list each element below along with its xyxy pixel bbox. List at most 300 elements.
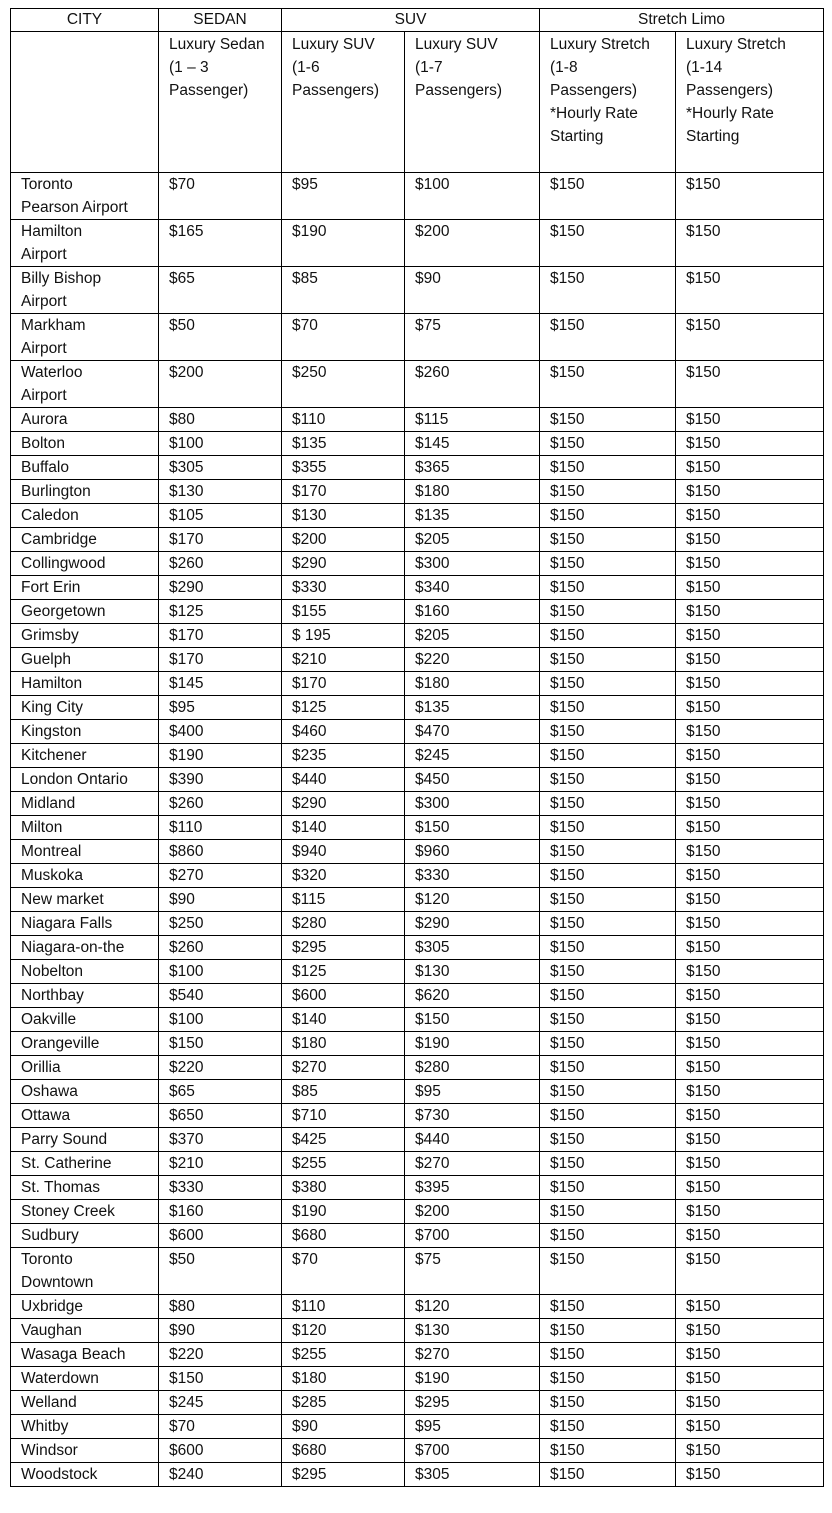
price-sedan: $220	[159, 1343, 282, 1367]
table-row	[11, 504, 824, 528]
price-suv-7: $280	[405, 1056, 540, 1080]
price-stretch-8: $150	[540, 936, 676, 960]
price-suv-6: $330	[282, 576, 405, 600]
city-cell	[11, 840, 159, 864]
table-row	[11, 1463, 824, 1487]
price-suv-7: $300	[405, 552, 540, 576]
price-stretch-8: $150	[540, 480, 676, 504]
table-row	[11, 1391, 824, 1415]
price-stretch-14: $150	[676, 1248, 824, 1295]
city-name: Parry Sound	[21, 1131, 108, 1148]
city-name: Milton	[21, 819, 63, 836]
price-sedan: $290	[159, 576, 282, 600]
price-suv-6: $235	[282, 744, 405, 768]
price-sedan: $130	[159, 480, 282, 504]
city-cell	[11, 1295, 159, 1319]
city-name: Airport	[21, 293, 67, 310]
city-cell	[11, 1415, 159, 1439]
price-suv-7: $75	[405, 314, 540, 361]
price-stretch-14: $150	[676, 744, 824, 768]
table-row	[11, 267, 824, 314]
table-row	[11, 792, 824, 816]
city-cell	[11, 504, 159, 528]
city-cell	[11, 314, 159, 361]
price-suv-6: $125	[282, 960, 405, 984]
price-stretch-14: $150	[676, 1415, 824, 1439]
city-name: Montreal	[21, 843, 82, 860]
price-suv-6: $125	[282, 696, 405, 720]
price-suv-6: $190	[282, 220, 405, 267]
city-cell	[11, 696, 159, 720]
rate-table	[10, 8, 824, 1487]
subheader-line: Luxury Stretch	[686, 36, 786, 53]
table-row	[11, 1128, 824, 1152]
price-suv-6: $95	[282, 173, 405, 220]
table-row	[11, 1008, 824, 1032]
city-cell	[11, 768, 159, 792]
price-sedan: $170	[159, 624, 282, 648]
price-suv-6: $940	[282, 840, 405, 864]
price-stretch-14: $150	[676, 600, 824, 624]
price-stretch-14: $150	[676, 504, 824, 528]
price-suv-7: $150	[405, 816, 540, 840]
table-row	[11, 1152, 824, 1176]
city-cell	[11, 1319, 159, 1343]
city-name: Waterloo	[21, 364, 83, 381]
price-suv-6: $320	[282, 864, 405, 888]
price-suv-7: $95	[405, 1415, 540, 1439]
price-sedan: $600	[159, 1224, 282, 1248]
city-cell	[11, 361, 159, 408]
price-sedan: $150	[159, 1032, 282, 1056]
price-sedan: $240	[159, 1463, 282, 1487]
price-stretch-14: $150	[676, 173, 824, 220]
price-suv-7: $130	[405, 960, 540, 984]
table-row	[11, 1032, 824, 1056]
price-suv-6: $190	[282, 1200, 405, 1224]
price-suv-7: $190	[405, 1367, 540, 1391]
city-name: Airport	[21, 340, 67, 357]
price-suv-7: $295	[405, 1391, 540, 1415]
table-row	[11, 1200, 824, 1224]
price-sedan: $70	[159, 1415, 282, 1439]
price-sedan: $90	[159, 888, 282, 912]
price-suv-7: $205	[405, 624, 540, 648]
price-sedan: $65	[159, 1080, 282, 1104]
price-stretch-14: $150	[676, 1032, 824, 1056]
city-cell	[11, 1343, 159, 1367]
price-stretch-8: $150	[540, 1080, 676, 1104]
price-sedan: $330	[159, 1176, 282, 1200]
subheader-stretch-8	[540, 32, 676, 173]
subheader-line: Passengers)	[550, 82, 638, 99]
price-sedan: $100	[159, 432, 282, 456]
price-suv-7: $180	[405, 480, 540, 504]
table-row	[11, 432, 824, 456]
price-stretch-14: $150	[676, 816, 824, 840]
price-suv-7: $270	[405, 1343, 540, 1367]
table-row	[11, 696, 824, 720]
city-cell	[11, 792, 159, 816]
city-name: Toronto	[21, 176, 73, 193]
city-cell	[11, 267, 159, 314]
city-cell	[11, 1104, 159, 1128]
price-suv-6: $180	[282, 1032, 405, 1056]
price-suv-6: $290	[282, 792, 405, 816]
price-suv-7: $395	[405, 1176, 540, 1200]
price-stretch-8: $150	[540, 696, 676, 720]
price-stretch-14: $150	[676, 1391, 824, 1415]
price-sedan: $50	[159, 1248, 282, 1295]
city-name: Oshawa	[21, 1083, 78, 1100]
price-sedan: $650	[159, 1104, 282, 1128]
price-stretch-14: $150	[676, 1319, 824, 1343]
price-stretch-8: $150	[540, 1248, 676, 1295]
price-sedan: $105	[159, 504, 282, 528]
table-row	[11, 1439, 824, 1463]
city-name: Toronto	[21, 1251, 73, 1268]
table-row	[11, 912, 824, 936]
city-name: Caledon	[21, 507, 79, 524]
table-row	[11, 314, 824, 361]
price-sedan: $540	[159, 984, 282, 1008]
price-stretch-14: $150	[676, 1080, 824, 1104]
city-name: Stoney Creek	[21, 1203, 115, 1220]
city-name: Midland	[21, 795, 76, 812]
city-name: Burlington	[21, 483, 91, 500]
price-stretch-8: $150	[540, 1056, 676, 1080]
price-suv-7: $205	[405, 528, 540, 552]
city-name: Grimsby	[21, 627, 79, 644]
price-sedan: $860	[159, 840, 282, 864]
price-suv-6: $70	[282, 314, 405, 361]
price-suv-7: $365	[405, 456, 540, 480]
price-stretch-8: $150	[540, 1032, 676, 1056]
city-cell	[11, 1128, 159, 1152]
table-row	[11, 408, 824, 432]
table-row	[11, 1080, 824, 1104]
price-stretch-8: $150	[540, 1463, 676, 1487]
table-row	[11, 720, 824, 744]
price-stretch-8: $150	[540, 1415, 676, 1439]
city-cell	[11, 912, 159, 936]
price-stretch-8: $150	[540, 1391, 676, 1415]
table-row	[11, 456, 824, 480]
price-suv-7: $95	[405, 1080, 540, 1104]
city-cell	[11, 432, 159, 456]
price-suv-6: $180	[282, 1367, 405, 1391]
subheader-luxury-sedan	[159, 32, 282, 173]
city-name: Billy Bishop	[21, 270, 102, 287]
price-stretch-8: $150	[540, 1295, 676, 1319]
table-row	[11, 840, 824, 864]
price-stretch-14: $150	[676, 576, 824, 600]
city-cell	[11, 600, 159, 624]
city-name: Vaughan	[21, 1322, 82, 1339]
price-stretch-8: $150	[540, 173, 676, 220]
header-sedan: SEDAN	[159, 9, 282, 32]
table-row	[11, 361, 824, 408]
price-suv-6: $200	[282, 528, 405, 552]
price-stretch-8: $150	[540, 792, 676, 816]
city-cell	[11, 1152, 159, 1176]
table-row	[11, 816, 824, 840]
city-name: Niagara Falls	[21, 915, 113, 932]
price-stretch-14: $150	[676, 1224, 824, 1248]
price-sedan: $200	[159, 361, 282, 408]
price-stretch-14: $150	[676, 960, 824, 984]
table-row	[11, 552, 824, 576]
price-stretch-14: $150	[676, 864, 824, 888]
price-sedan: $95	[159, 696, 282, 720]
price-suv-6: $710	[282, 1104, 405, 1128]
table-row	[11, 648, 824, 672]
price-suv-7: $450	[405, 768, 540, 792]
city-name: St. Catherine	[21, 1155, 112, 1172]
table-row	[11, 1343, 824, 1367]
price-stretch-14: $150	[676, 1152, 824, 1176]
price-suv-7: $120	[405, 888, 540, 912]
price-sedan: $600	[159, 1439, 282, 1463]
table-row	[11, 984, 824, 1008]
city-name: Kingston	[21, 723, 82, 740]
city-cell	[11, 648, 159, 672]
price-stretch-8: $150	[540, 600, 676, 624]
price-suv-7: $340	[405, 576, 540, 600]
price-stretch-8: $150	[540, 1343, 676, 1367]
city-name: Wasaga Beach	[21, 1346, 126, 1363]
price-stretch-8: $150	[540, 816, 676, 840]
price-suv-6: $170	[282, 480, 405, 504]
subheader-line: Passengers)	[686, 82, 774, 99]
price-stretch-14: $150	[676, 888, 824, 912]
price-stretch-8: $150	[540, 912, 676, 936]
subheader-line: Passenger)	[169, 82, 249, 99]
city-cell	[11, 480, 159, 504]
price-stretch-8: $150	[540, 1224, 676, 1248]
price-suv-6: $170	[282, 672, 405, 696]
subheader-line: Passengers)	[415, 82, 503, 99]
subheader-line: Luxury SUV	[415, 36, 498, 53]
price-stretch-14: $150	[676, 1008, 824, 1032]
city-name: Muskoka	[21, 867, 84, 884]
group-header-row	[11, 9, 824, 32]
city-name: Markham	[21, 317, 86, 334]
table-row	[11, 864, 824, 888]
price-sedan: $80	[159, 408, 282, 432]
price-stretch-8: $150	[540, 432, 676, 456]
table-row	[11, 1415, 824, 1439]
price-stretch-14: $150	[676, 1200, 824, 1224]
price-suv-7: $700	[405, 1224, 540, 1248]
table-row	[11, 624, 824, 648]
price-stretch-8: $150	[540, 984, 676, 1008]
price-stretch-14: $150	[676, 696, 824, 720]
price-sedan: $390	[159, 768, 282, 792]
table-row	[11, 1367, 824, 1391]
city-cell	[11, 960, 159, 984]
table-row	[11, 1319, 824, 1343]
price-sedan: $400	[159, 720, 282, 744]
city-name: Buffalo	[21, 459, 69, 476]
price-stretch-8: $150	[540, 267, 676, 314]
city-cell	[11, 1176, 159, 1200]
subheader-luxury-suv-7	[405, 32, 540, 173]
price-stretch-14: $150	[676, 1128, 824, 1152]
city-name: Guelph	[21, 651, 71, 668]
price-suv-7: $305	[405, 1463, 540, 1487]
price-sedan: $65	[159, 267, 282, 314]
price-stretch-14: $150	[676, 1343, 824, 1367]
price-sedan: $210	[159, 1152, 282, 1176]
price-suv-6: $255	[282, 1152, 405, 1176]
price-suv-7: $135	[405, 504, 540, 528]
price-stretch-8: $150	[540, 672, 676, 696]
city-name: Woodstock	[21, 1466, 98, 1483]
price-stretch-14: $150	[676, 648, 824, 672]
city-cell	[11, 173, 159, 220]
price-suv-6: $290	[282, 552, 405, 576]
price-stretch-14: $150	[676, 220, 824, 267]
price-suv-7: $290	[405, 912, 540, 936]
price-sedan: $165	[159, 220, 282, 267]
subheader-line: *Hourly Rate	[686, 105, 774, 122]
price-suv-7: $960	[405, 840, 540, 864]
city-name: Cambridge	[21, 531, 97, 548]
price-stretch-14: $150	[676, 624, 824, 648]
price-suv-7: $190	[405, 1032, 540, 1056]
price-stretch-8: $150	[540, 361, 676, 408]
price-stretch-8: $150	[540, 1128, 676, 1152]
subheader-empty	[11, 32, 159, 173]
price-suv-7: $700	[405, 1439, 540, 1463]
price-sedan: $50	[159, 314, 282, 361]
price-suv-7: $130	[405, 1319, 540, 1343]
city-cell	[11, 1056, 159, 1080]
rate-table-body	[11, 173, 824, 1487]
table-row	[11, 960, 824, 984]
price-suv-6: $140	[282, 1008, 405, 1032]
city-name: Whitby	[21, 1418, 69, 1435]
price-stretch-14: $150	[676, 456, 824, 480]
price-sedan: $245	[159, 1391, 282, 1415]
price-sedan: $160	[159, 1200, 282, 1224]
table-row	[11, 1176, 824, 1200]
price-suv-6: $115	[282, 888, 405, 912]
price-stretch-8: $150	[540, 1008, 676, 1032]
subheader-line: Luxury Stretch	[550, 36, 650, 53]
city-cell	[11, 672, 159, 696]
price-sedan: $260	[159, 936, 282, 960]
price-stretch-8: $150	[540, 624, 676, 648]
city-name: Sudbury	[21, 1227, 79, 1244]
city-cell	[11, 1200, 159, 1224]
subheader-line: Starting	[686, 128, 740, 145]
city-name: St. Thomas	[21, 1179, 100, 1196]
price-stretch-14: $150	[676, 361, 824, 408]
price-stretch-8: $150	[540, 1319, 676, 1343]
price-suv-7: $120	[405, 1295, 540, 1319]
price-suv-6: $280	[282, 912, 405, 936]
price-stretch-14: $150	[676, 1104, 824, 1128]
price-stretch-8: $150	[540, 720, 676, 744]
city-cell	[11, 1080, 159, 1104]
city-cell	[11, 1367, 159, 1391]
price-stretch-14: $150	[676, 1295, 824, 1319]
price-stretch-14: $150	[676, 1439, 824, 1463]
subheader-line: (1 – 3	[169, 59, 209, 76]
table-row	[11, 1248, 824, 1295]
city-cell	[11, 1439, 159, 1463]
city-cell	[11, 576, 159, 600]
price-suv-6: $295	[282, 1463, 405, 1487]
city-name: Orillia	[21, 1059, 61, 1076]
price-stretch-8: $150	[540, 1176, 676, 1200]
price-suv-7: $145	[405, 432, 540, 456]
city-cell	[11, 552, 159, 576]
table-row	[11, 220, 824, 267]
city-cell	[11, 984, 159, 1008]
price-suv-7: $305	[405, 936, 540, 960]
subheader-line: (1-14	[686, 59, 723, 76]
city-name: Nobelton	[21, 963, 84, 980]
table-row	[11, 1104, 824, 1128]
price-suv-7: $100	[405, 173, 540, 220]
price-stretch-14: $150	[676, 1463, 824, 1487]
city-name: Oakville	[21, 1011, 77, 1028]
price-suv-7: $440	[405, 1128, 540, 1152]
header-stretch-limo: Stretch Limo	[540, 9, 824, 32]
city-cell	[11, 624, 159, 648]
price-stretch-14: $150	[676, 408, 824, 432]
price-stretch-8: $150	[540, 576, 676, 600]
price-stretch-14: $150	[676, 840, 824, 864]
table-row	[11, 173, 824, 220]
price-suv-7: $330	[405, 864, 540, 888]
table-row	[11, 1295, 824, 1319]
city-name: Kitchener	[21, 747, 87, 764]
city-name: London Ontario	[21, 771, 128, 788]
price-stretch-14: $150	[676, 528, 824, 552]
price-stretch-14: $150	[676, 552, 824, 576]
price-sedan: $170	[159, 528, 282, 552]
price-stretch-14: $150	[676, 432, 824, 456]
city-cell	[11, 1463, 159, 1487]
price-stretch-14: $150	[676, 768, 824, 792]
price-stretch-14: $150	[676, 984, 824, 1008]
price-stretch-14: $150	[676, 936, 824, 960]
price-sedan: $70	[159, 173, 282, 220]
subheader-line: Passengers)	[292, 82, 380, 99]
price-suv-7: $90	[405, 267, 540, 314]
price-sedan: $100	[159, 960, 282, 984]
price-stretch-14: $150	[676, 1176, 824, 1200]
price-suv-7: $180	[405, 672, 540, 696]
price-stretch-14: $150	[676, 720, 824, 744]
table-row	[11, 576, 824, 600]
price-stretch-14: $150	[676, 1056, 824, 1080]
price-stretch-8: $150	[540, 744, 676, 768]
price-stretch-8: $150	[540, 314, 676, 361]
city-name: Pearson Airport	[21, 199, 128, 216]
price-suv-7: $135	[405, 696, 540, 720]
price-sedan: $370	[159, 1128, 282, 1152]
table-row	[11, 744, 824, 768]
price-stretch-8: $150	[540, 960, 676, 984]
city-cell	[11, 888, 159, 912]
price-suv-6: $355	[282, 456, 405, 480]
price-suv-6: $110	[282, 408, 405, 432]
